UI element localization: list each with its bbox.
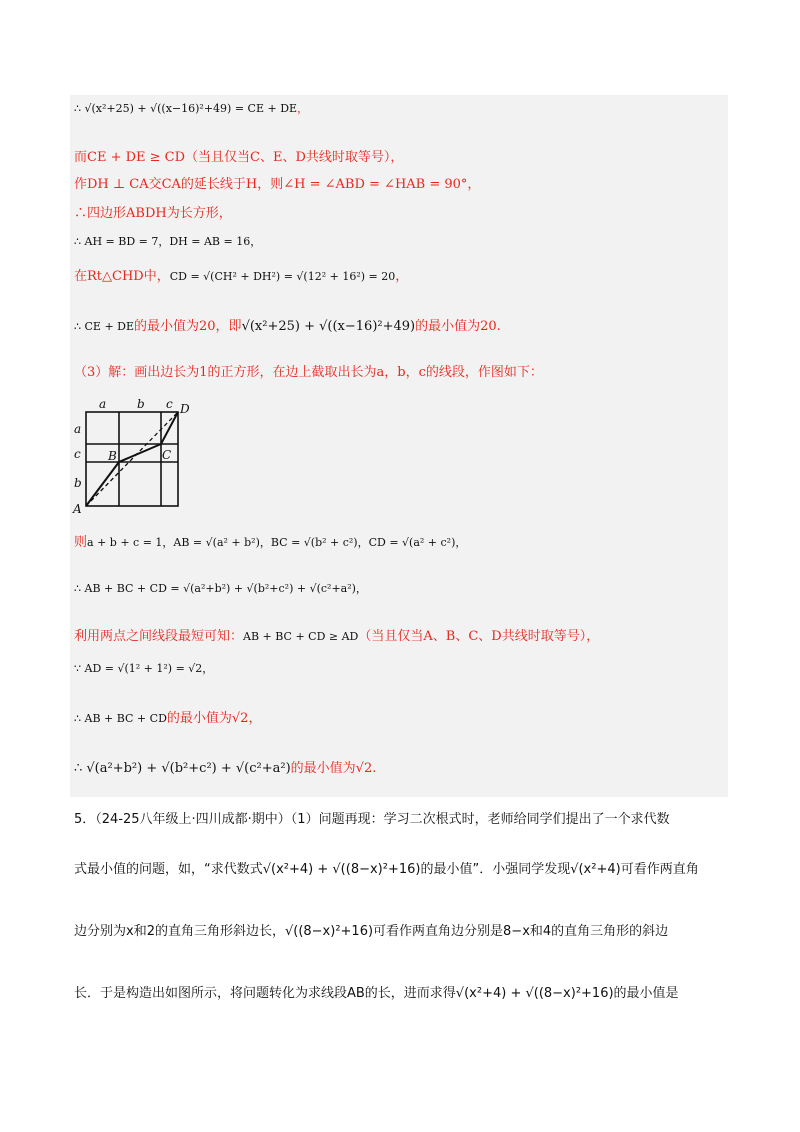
solution-line-9: 则a + b + c = 1，AB = √(a² + b²)，BC = √(b² + c²)，CD = √(a² + c²)， (74, 535, 467, 550)
left-label-c: c (74, 447, 81, 461)
solution-line-5: ∴ AH = BD = 7，DH = AB = 16， (74, 235, 262, 248)
top-label-a: a (99, 397, 107, 411)
solution-line-7: ∴ CE + DE的最小值为20，即√(x²+25) + √((x−16)²+49)的最小值为20. (74, 319, 501, 334)
problem-line-2: 式最小值的问题，如，“求代数式√(x²+4) + √((8−x)²+16)的最小值”．小强同学发现√(x²+4)可看作两直角 (74, 862, 699, 877)
solution-line-6: 在Rt△CHD中，CD = √(CH² + DH²) = √(12² + 16²) = 20， (74, 269, 409, 284)
square-grid-figure (72, 395, 196, 515)
left-label-b: b (74, 476, 82, 490)
top-label-c: c (166, 397, 173, 411)
top-label-b: b (137, 397, 145, 411)
solution-line-12: ∵ AD = √(1² + 1²) = √2， (74, 662, 214, 675)
point-b: B (108, 449, 117, 463)
problem-line-4: 长．于是构造出如图所示，将问题转化为求线段AB的长，进而求得√(x²+4) + √((8−x)²+16)的最小值是 (74, 986, 679, 1001)
solution-line-14: ∴ √(a²+b²) + √(b²+c²) + √(c²+a²)的最小值为√2. (74, 761, 377, 776)
solution-line-11: 利用两点之间线段最短可知：AB + BC + CD ≥ AD（当且仅当A、B、C、D共线时取等号）， (74, 629, 600, 644)
solution-line-2: 而CE + DE ≥ CD（当且仅当C、E、D共线时取等号）， (74, 150, 404, 165)
point-d: D (180, 402, 190, 416)
solution-line-8: （3）解：画出边长为1的正方形，在边上截取出长为a，b，c的线段，作图如下： (74, 365, 543, 380)
point-a: A (73, 502, 82, 515)
solution-line-13: ∴ AB + BC + CD的最小值为√2， (74, 711, 262, 726)
left-label-a: a (74, 422, 82, 436)
solution-line-4: ∴四边形ABDH为长方形， (74, 206, 232, 221)
problem-line-3: 边分别为x和2的直角三角形斜边长，√((8−x)²+16)可看作两直角边分别是8−x和4的直角三角形的斜边 (74, 924, 669, 939)
point-c: C (162, 448, 172, 462)
problem-line-1: 5．（24-25八年级上·四川成都·期中）（1）问题再现：学习二次根式时，老师给同学们提出了一个求代数 (74, 812, 670, 827)
solution-line-3: 作DH ⊥ CA交CA的延长线于H，则∠H = ∠ABD = ∠HAB = 90°， (74, 177, 481, 192)
solution-line-1: ∴ √(x²+25) + √((x−16)²+49) = CE + DE， (74, 102, 309, 115)
solution-line-10: ∴ AB + BC + CD = √(a²+b²) + √(b²+c²) + √(c²+a²)， (74, 582, 367, 595)
